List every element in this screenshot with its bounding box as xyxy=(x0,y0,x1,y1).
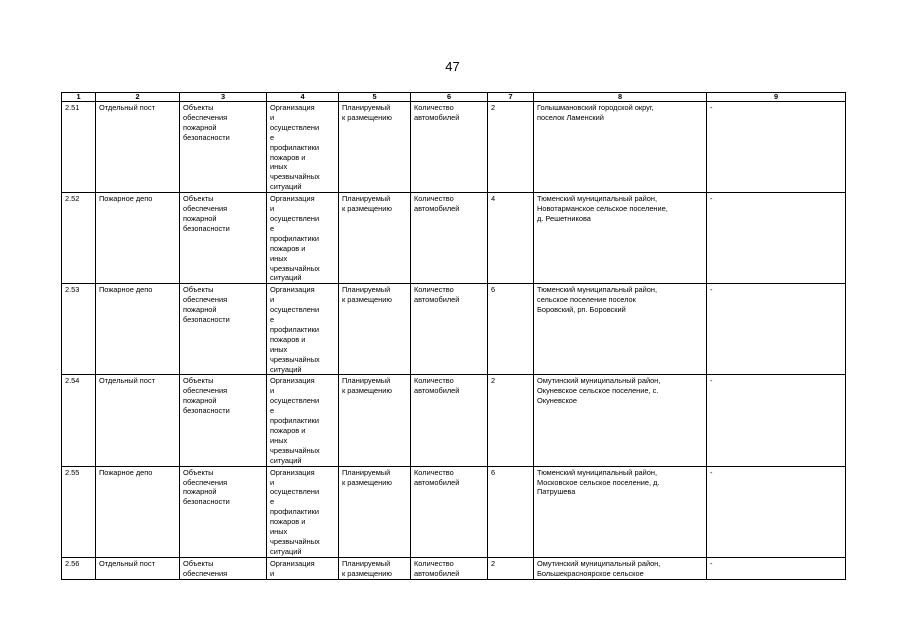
table-row xyxy=(62,557,846,579)
cell-num: 2.53 xyxy=(62,284,96,375)
table-row xyxy=(62,375,846,466)
cell-status: Планируемый к размещению xyxy=(339,375,411,466)
cell-value: 2 xyxy=(488,375,534,466)
cell-purpose: Организация и осуществлени е профилактики пожаров и иных чрезвычайных ситуаций xyxy=(267,466,339,557)
cell-name: Пожарное депо xyxy=(96,284,180,375)
header-cell-7: 7 xyxy=(488,93,534,102)
cell-num: 2.56 xyxy=(62,557,96,579)
cell-purpose: Организация и осуществлени е профилактики пожаров и иных чрезвычайных ситуаций xyxy=(267,193,339,284)
cell-location: Омутинский муниципальный район, Окуневское сельское поселение, с. Окуневское xyxy=(534,375,707,466)
cell-status: Планируемый к размещению xyxy=(339,284,411,375)
cell-category: Объекты обеспечения xyxy=(180,557,267,579)
table-header-row xyxy=(62,93,846,102)
cell-status: Планируемый к размещению xyxy=(339,557,411,579)
cell-purpose: Организация и осуществлени е профилактики пожаров и иных чрезвычайных ситуаций xyxy=(267,102,339,193)
cell-value: 6 xyxy=(488,466,534,557)
cell-note: - xyxy=(707,284,846,375)
header-cell-9: 9 xyxy=(707,93,846,102)
table-row xyxy=(62,102,846,193)
cell-purpose: Организация и xyxy=(267,557,339,579)
cell-note: - xyxy=(707,375,846,466)
cell-name: Пожарное депо xyxy=(96,193,180,284)
cell-num: 2.54 xyxy=(62,375,96,466)
cell-status: Планируемый к размещению xyxy=(339,102,411,193)
cell-category: Объекты обеспечения пожарной безопасности xyxy=(180,284,267,375)
cell-characteristic: Количество автомобилей xyxy=(411,193,488,284)
cell-purpose: Организация и осуществлени е профилактики пожаров и иных чрезвычайных ситуаций xyxy=(267,284,339,375)
cell-characteristic: Количество автомобилей xyxy=(411,375,488,466)
cell-characteristic: Количество автомобилей xyxy=(411,557,488,579)
cell-name: Отдельный пост xyxy=(96,557,180,579)
cell-characteristic: Количество автомобилей xyxy=(411,102,488,193)
cell-status: Планируемый к размещению xyxy=(339,466,411,557)
header-cell-1: 1 xyxy=(62,93,96,102)
table-row xyxy=(62,466,846,557)
header-cell-6: 6 xyxy=(411,93,488,102)
header-cell-5: 5 xyxy=(339,93,411,102)
cell-note: - xyxy=(707,466,846,557)
cell-characteristic: Количество автомобилей xyxy=(411,466,488,557)
cell-note: - xyxy=(707,193,846,284)
cell-name: Отдельный пост xyxy=(96,102,180,193)
cell-name: Отдельный пост xyxy=(96,375,180,466)
cell-value: 2 xyxy=(488,102,534,193)
cell-num: 2.51 xyxy=(62,102,96,193)
header-cell-3: 3 xyxy=(180,93,267,102)
header-cell-4: 4 xyxy=(267,93,339,102)
cell-category: Объекты обеспечения пожарной безопасности xyxy=(180,466,267,557)
cell-value: 6 xyxy=(488,284,534,375)
cell-value: 2 xyxy=(488,557,534,579)
cell-status: Планируемый к размещению xyxy=(339,193,411,284)
cell-purpose: Организация и осуществлени е профилактики пожаров и иных чрезвычайных ситуаций xyxy=(267,375,339,466)
cell-location: Тюменский муниципальный район, сельское поселение поселок Боровский, рп. Боровский xyxy=(534,284,707,375)
cell-category: Объекты обеспечения пожарной безопасности xyxy=(180,193,267,284)
cell-value: 4 xyxy=(488,193,534,284)
header-cell-2: 2 xyxy=(96,93,180,102)
objects-table xyxy=(61,92,846,580)
cell-category: Объекты обеспечения пожарной безопасности xyxy=(180,375,267,466)
cell-location: Тюменский муниципальный район, Новотарманское сельское поселение, д. Решетникова xyxy=(534,193,707,284)
cell-num: 2.55 xyxy=(62,466,96,557)
page-number: 47 xyxy=(445,59,460,74)
cell-location: Тюменский муниципальный район, Московское сельское поселение, д. Патрушева xyxy=(534,466,707,557)
cell-characteristic: Количество автомобилей xyxy=(411,284,488,375)
table-row xyxy=(62,284,846,375)
cell-num: 2.52 xyxy=(62,193,96,284)
cell-name: Пожарное депо xyxy=(96,466,180,557)
cell-note: - xyxy=(707,557,846,579)
cell-note: - xyxy=(707,102,846,193)
cell-category: Объекты обеспечения пожарной безопасности xyxy=(180,102,267,193)
cell-location: Омутинский муниципальный район, Большекрасноярское сельское xyxy=(534,557,707,579)
table-row xyxy=(62,193,846,284)
header-cell-8: 8 xyxy=(534,93,707,102)
cell-location: Голышмановский городской округ, поселок Ламенский xyxy=(534,102,707,193)
